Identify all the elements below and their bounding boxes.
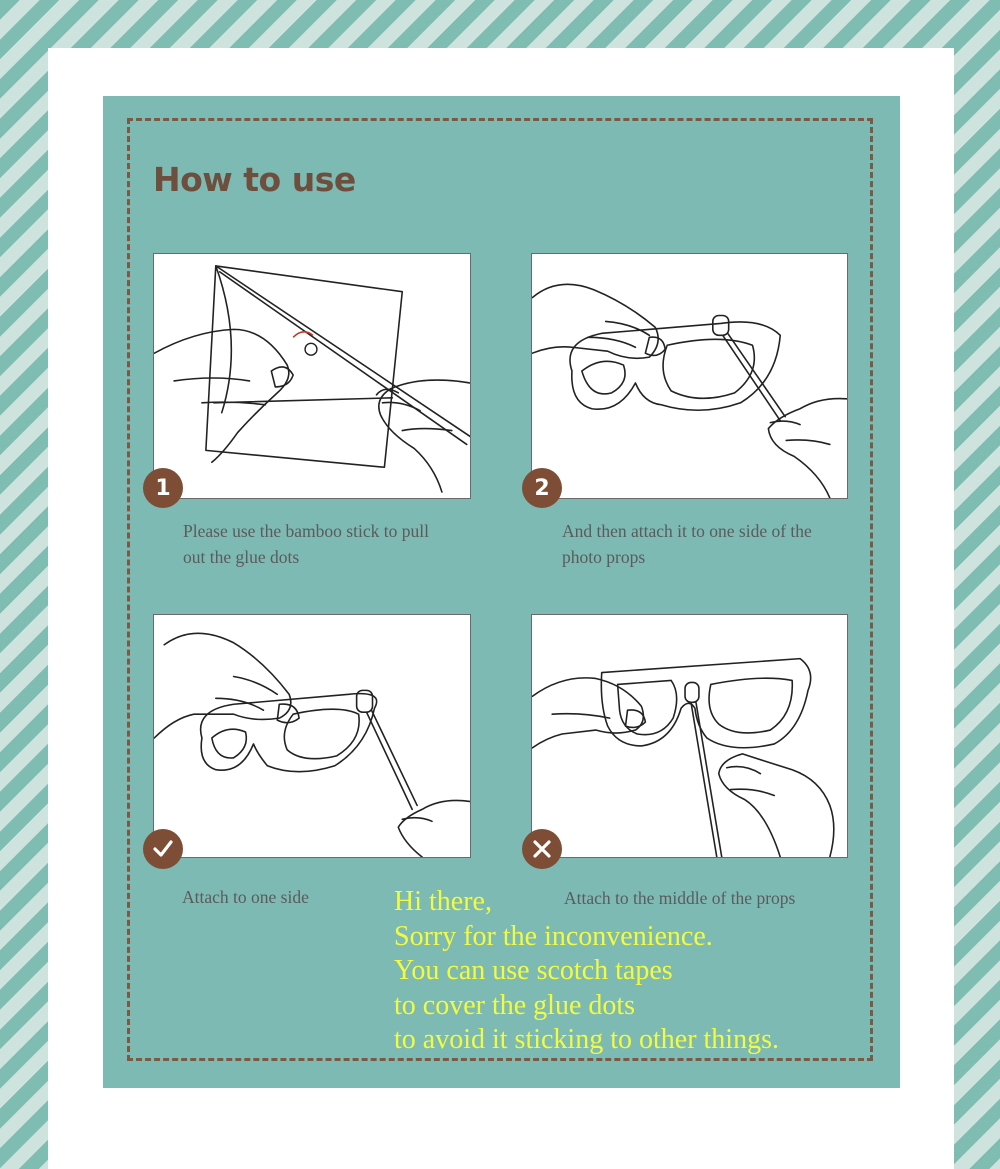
step-2-illustration [531,253,848,499]
note-line: to cover the glue dots [394,989,636,1021]
step-1-badge: 1 [143,468,183,508]
step-2-badge: 2 [522,468,562,508]
step-4-illustration [531,614,848,858]
page-title: How to use [153,160,356,199]
seller-note [394,885,779,1058]
glue-sheet-drawing [154,254,470,498]
step-3-caption-line: Attach to one side [182,887,309,907]
note-line: Sorry for the inconvenience. [394,920,713,952]
glasses-middle-drawing [532,615,847,857]
step-3-illustration [153,614,471,858]
note-line: to avoid it sticking to other things. [394,1024,779,1055]
step-4-caption-line: Attach to the middle of the props [564,888,796,908]
step-1-caption [183,518,429,570]
step-1-illustration [153,253,471,499]
glasses-one-side-drawing [154,615,470,857]
step-2-caption-line: photo props [562,547,646,567]
step-3-caption [182,884,309,910]
cross-icon [522,829,562,869]
check-icon [143,829,183,869]
glasses-attach-side-drawing [532,254,847,498]
step-2-caption-line: And then attach it to one side of the [562,521,812,541]
note-line: You can use scotch tapes [394,955,673,986]
step-2-caption [562,518,812,570]
step-1-caption-line: Please use the bamboo stick to pull [183,521,429,541]
note-line: Hi there, [394,886,492,917]
step-1-caption-line: out the glue dots [183,547,300,567]
